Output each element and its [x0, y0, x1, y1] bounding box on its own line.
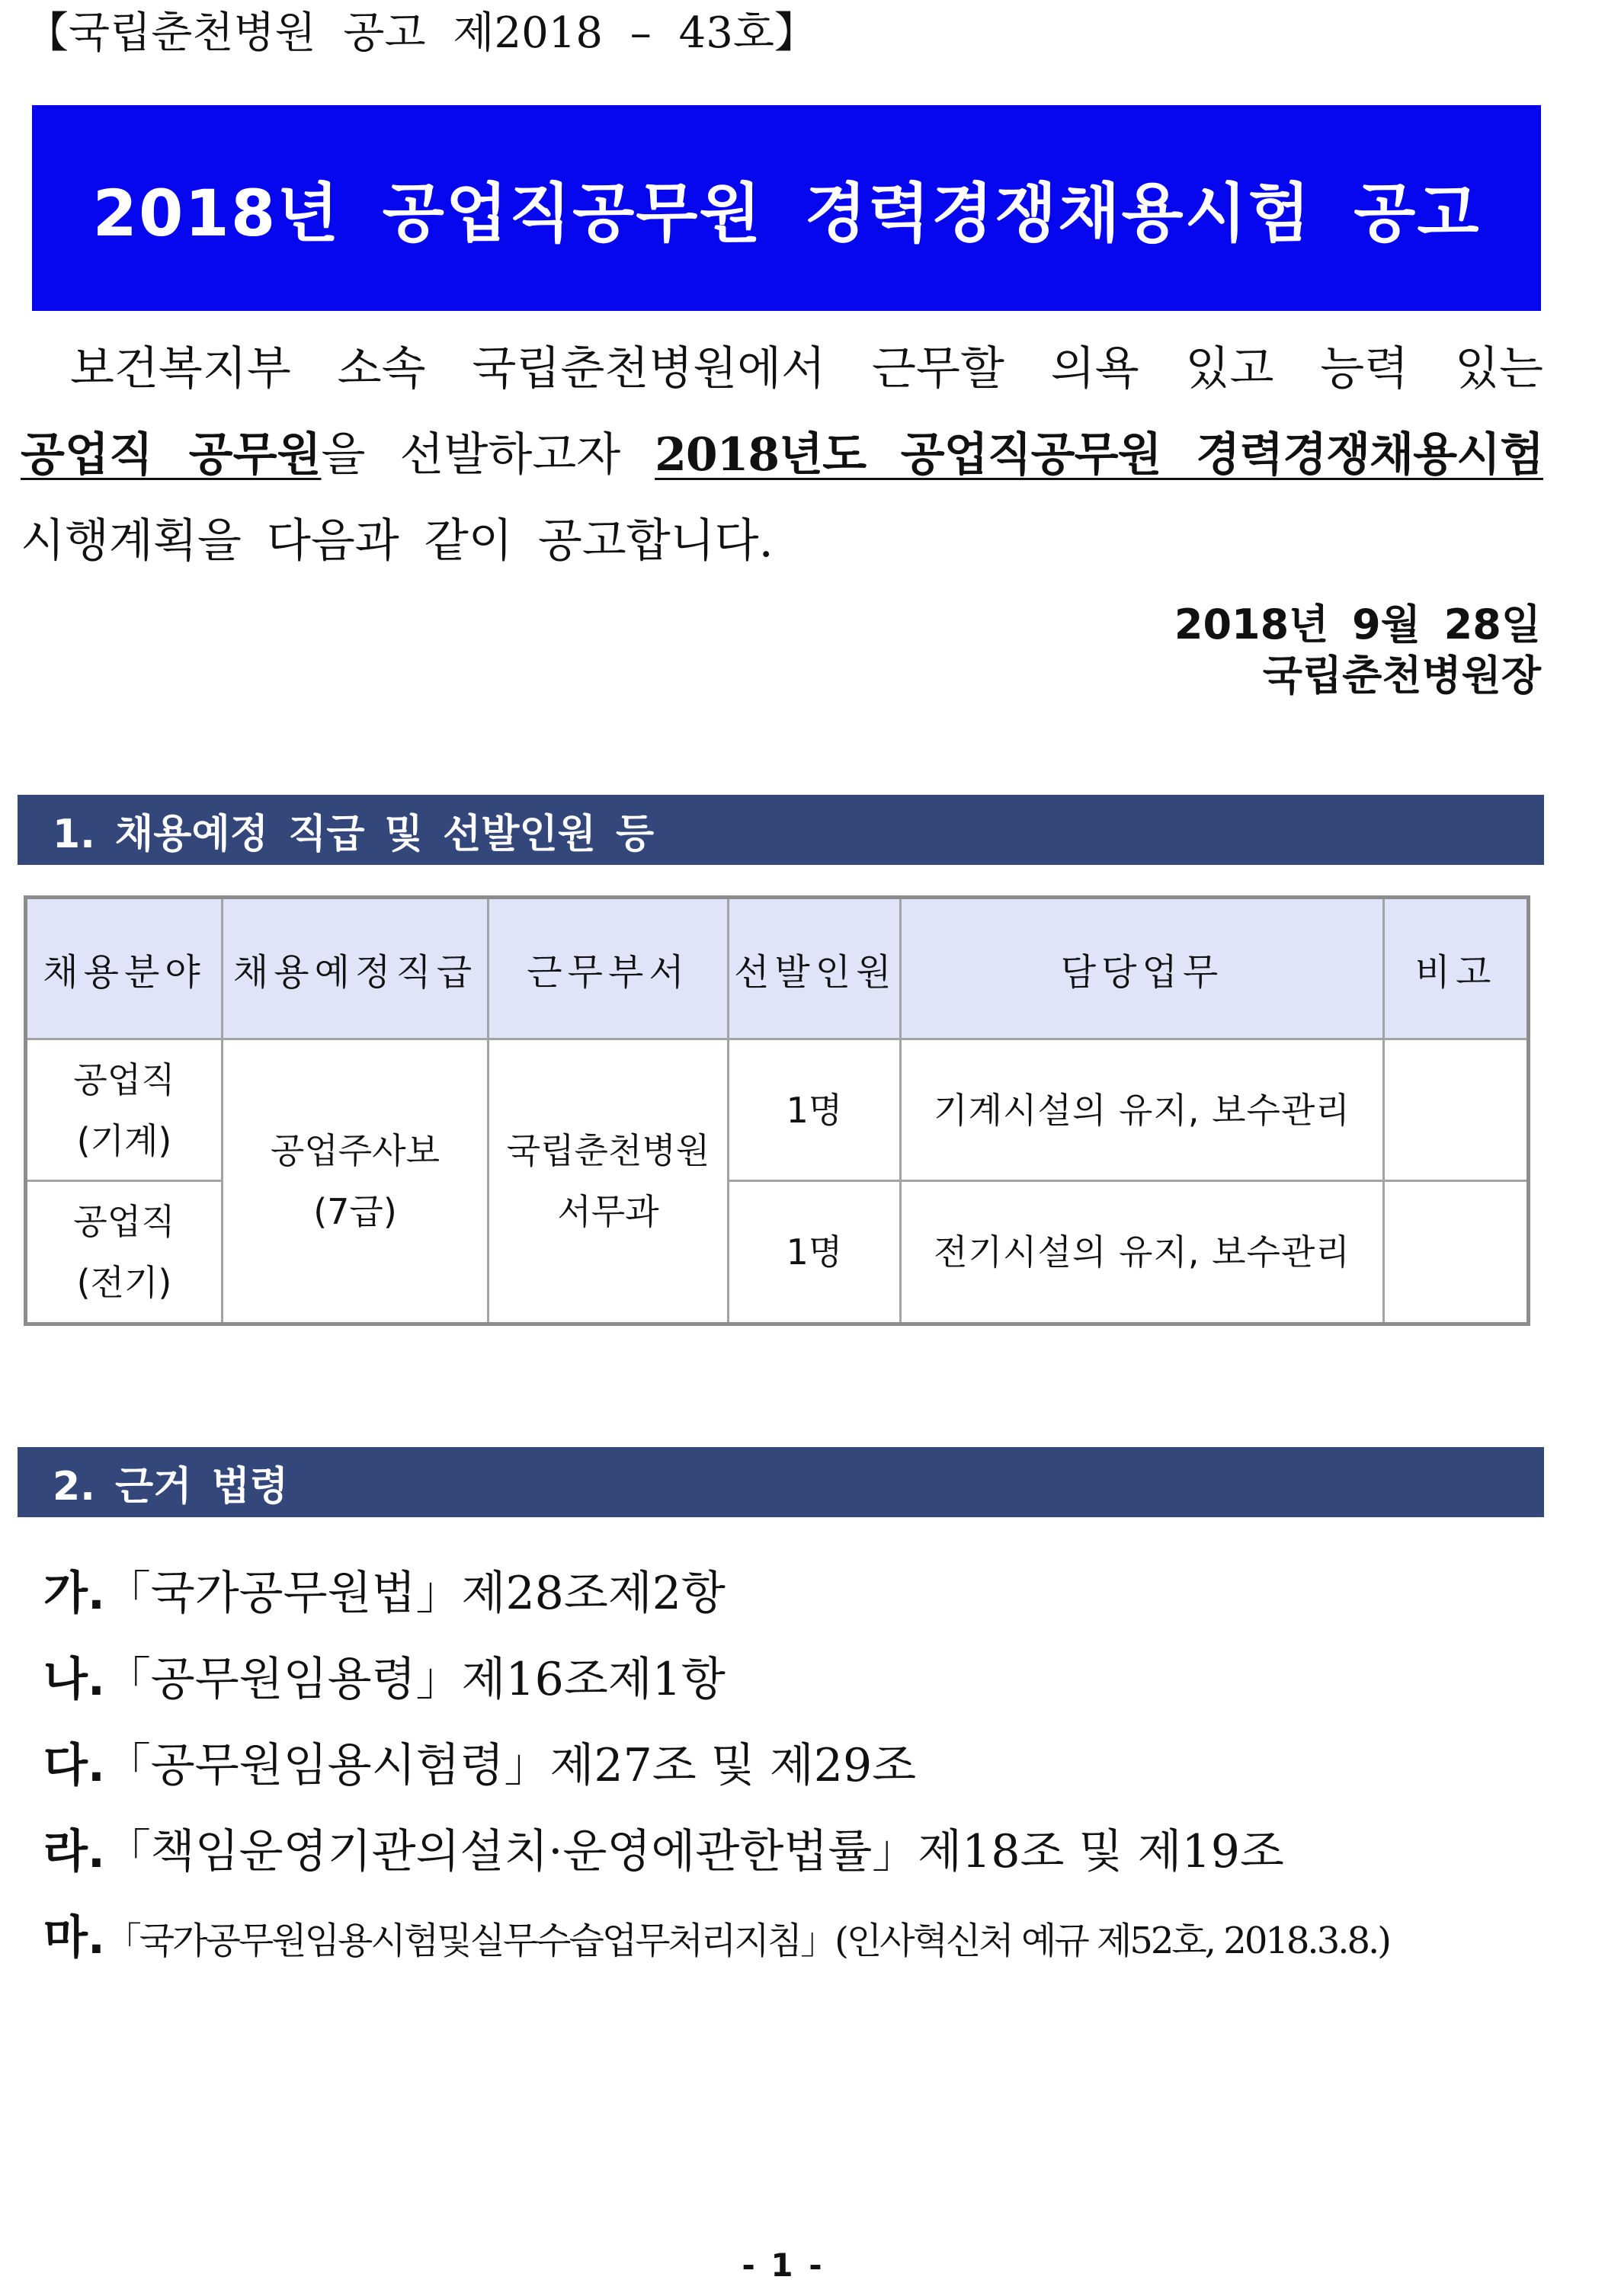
title-banner [32, 105, 1541, 311]
list-item-text: 「공무원임용시험령」제27조 및 제29조 [104, 1739, 917, 1792]
intro-emphasis-position: 공업직 공무원 [21, 428, 322, 482]
intro-text-middle: 을 선발하고자 [321, 428, 655, 482]
cell-note [1384, 1039, 1529, 1181]
list-item [43, 1895, 1560, 1981]
cell-field [26, 1181, 223, 1324]
cell-duty: 기계시설의 유지, 보수관리 [901, 1039, 1384, 1181]
list-item-text: 「국가공무원임용시험및실무수습업무처리지침」(인사혁신처 예규 제52호, 2018.3.8.) [104, 1920, 1390, 1962]
intro-line-2 [21, 412, 1543, 498]
table-header-row [26, 898, 1529, 1039]
recruitment-table [24, 895, 1530, 1326]
intro-emphasis-exam: 2018년도 공업직공무원 경력경쟁채용시험 [655, 428, 1543, 482]
list-item-text: 「공무원임용령」제16조제1항 [104, 1653, 726, 1706]
field-specialty: (기계) [76, 1119, 172, 1161]
section-1-heading: 1. 채용예정 직급 및 선발인원 등 [53, 811, 655, 857]
list-item-label: 마. [43, 1911, 105, 1965]
department-unit: 서무과 [557, 1191, 659, 1232]
grade-name: 공업주사보 [270, 1130, 440, 1171]
legal-basis-list [43, 1551, 1560, 1981]
cell-count: 1명 [729, 1181, 901, 1324]
header-duty: 담당업무 [901, 898, 1384, 1039]
grade-level: (7급) [313, 1191, 397, 1232]
intro-line-3: 시행계획을 다음과 같이 공고합니다. [21, 514, 774, 568]
field-name: 공업직 [73, 1201, 175, 1243]
cell-count: 1명 [729, 1039, 901, 1181]
list-item-text: 「책임운영기관의설치·운영에관한법률」제18조 및 제19조 [104, 1825, 1284, 1878]
department-org: 국립춘천병원 [506, 1130, 710, 1171]
intro-paragraph [21, 326, 1543, 584]
intro-line-1: 보건복지부 소속 국립춘천병원에서 근무할 의욕 있고 능력 있는 [70, 342, 1543, 395]
cell-note [1384, 1181, 1529, 1324]
section-2-heading: 2. 근거 법령 [53, 1463, 289, 1510]
list-item [43, 1809, 1560, 1895]
cell-field [26, 1039, 223, 1181]
header-grade: 채용예정직급 [223, 898, 489, 1039]
list-item-label: 다. [43, 1739, 105, 1792]
header-count: 선발인원 [729, 898, 901, 1039]
page-title: 2018년 공업직공무원 경력경쟁채용시험 공고 [92, 175, 1481, 251]
field-specialty: (전기) [76, 1262, 172, 1304]
announcement-date: 2018년 9월 28일 [1174, 600, 1541, 648]
field-name: 공업직 [73, 1058, 175, 1100]
cell-grade [223, 1039, 489, 1324]
list-item-label: 라. [43, 1825, 105, 1878]
list-item-label: 나. [43, 1653, 105, 1706]
list-item [43, 1723, 1560, 1809]
list-item [43, 1637, 1560, 1723]
cell-department [489, 1039, 729, 1324]
header-note: 비고 [1384, 898, 1529, 1039]
section-1-header [18, 795, 1544, 865]
list-item-text: 「국가공무원법」제28조제2항 [104, 1567, 726, 1620]
list-item-label: 가. [43, 1567, 105, 1620]
section-2-header [18, 1447, 1544, 1517]
header-department: 근무부서 [489, 898, 729, 1039]
page-number: - 1 - [742, 2246, 822, 2284]
header-field: 채용분야 [26, 898, 223, 1039]
table-row [26, 1039, 1529, 1181]
notice-number: 【국립춘천병원 공고 제2018 – 43호】 [26, 8, 817, 58]
list-item [43, 1551, 1560, 1637]
cell-duty: 전기시설의 유지, 보수관리 [901, 1181, 1384, 1324]
announcement-signer: 국립춘천병원장 [1262, 652, 1541, 700]
